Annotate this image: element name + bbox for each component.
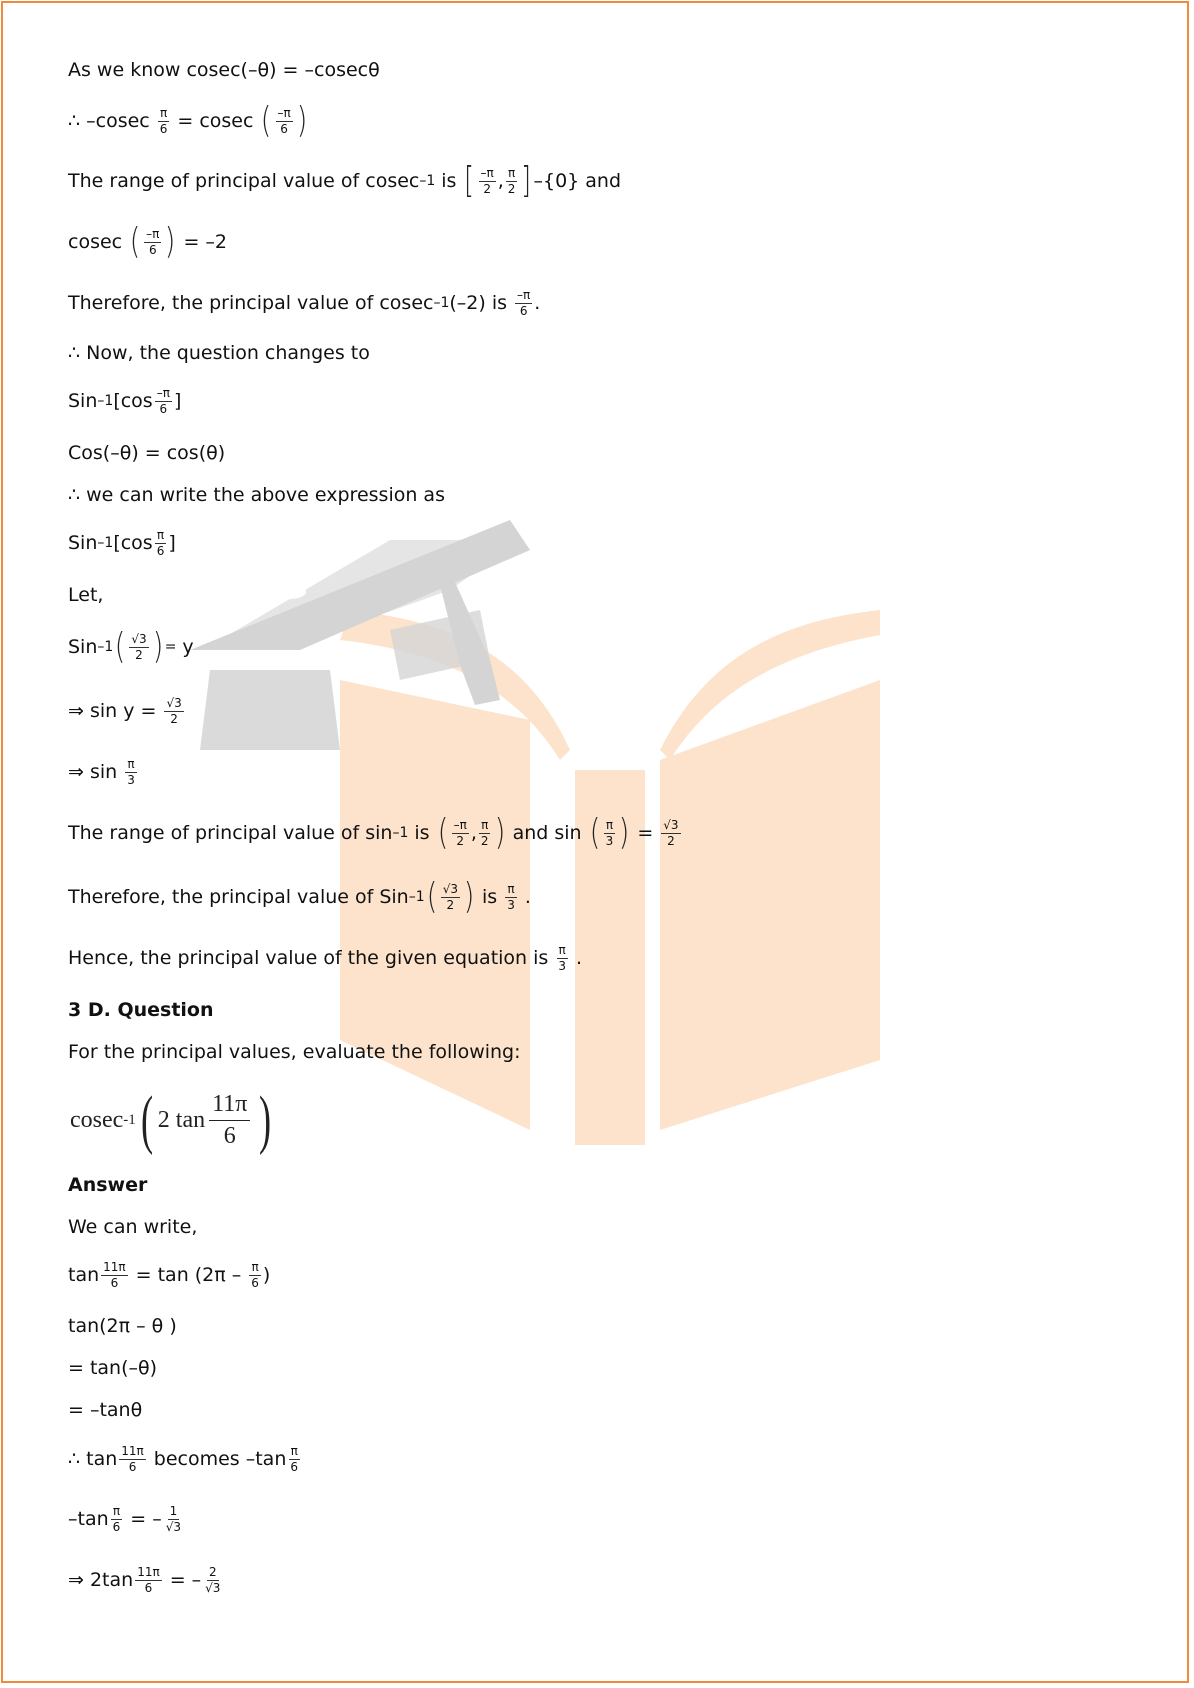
text-line: Let, (68, 584, 104, 606)
fraction: $\frac{\pi}{3}$ (605, 817, 614, 848)
math-line: Sin –1 [cos $\frac{-\pi}{6}$ ] (68, 385, 182, 416)
fraction: $\frac{-\pi}{2}$ (480, 165, 494, 196)
math-line: Sin –1 ( $\frac{√3}{2}$ ) = y (68, 625, 194, 667)
text-line: ∴ Now, the question changes to (68, 342, 370, 364)
fraction: $\frac{√3}{2}$ (131, 631, 147, 662)
fraction: $\frac{\pi}{3}$ (558, 942, 566, 973)
math-line: ⇒ sin y = $\frac{√3}{2}$ (68, 695, 182, 726)
fraction: $\frac{-\pi}{6}$ (146, 226, 160, 257)
fraction: $\frac{√3}{2}$ (663, 817, 679, 848)
answer-heading: Answer (68, 1174, 148, 1196)
fraction: $\frac{-\pi}{2}$ (453, 817, 467, 848)
text-line: As we know cosec(–θ) = –cosecθ (68, 59, 380, 81)
fraction: $\frac{11\pi}{6}$ (137, 1564, 160, 1595)
text-line: tan(2π – θ ) (68, 1315, 177, 1337)
text-line: ∴ we can write the above expression as (68, 484, 445, 506)
fraction: $\frac{\pi}{3}$ (507, 881, 515, 912)
math-line: –tan $\frac{\pi}{6}$ = – $\frac{1}{√3}$ (68, 1503, 182, 1534)
math-line: ⇒ sin $\frac{\pi}{3}$ (68, 756, 135, 787)
fraction: 11π 6 (209, 1091, 250, 1149)
math-line: cosec ( $\frac{-\pi}{6}$ ) = –2 (68, 220, 227, 262)
math-line: ∴ –cosec $\frac{\pi}{6}$ = cosec ( $\frac{-\pi}{6}$ ) (68, 99, 308, 141)
fraction: $\frac{2}{√3}$ (205, 1564, 221, 1595)
text-line: = –tanθ (68, 1399, 143, 1421)
text-line: We can write, (68, 1216, 198, 1238)
fraction: $\frac{-\pi}{6}$ (277, 105, 291, 136)
fraction: $\frac{-\pi}{6}$ (156, 385, 170, 416)
fraction: $\frac{√3}{2}$ (166, 695, 182, 726)
math-line: The range of principal value of sin –1 is ( $\frac{-\pi}{2}$ , $\frac{\pi}{2}$ ) and sin ( $\frac{\pi}{3}$ ) = $\frac{√3}{2}$ (68, 811, 679, 853)
text-line: = tan(–θ) (68, 1357, 158, 1379)
fraction: $\frac{\pi}{6}$ (156, 527, 165, 558)
fraction: $\frac{\pi}{3}$ (127, 756, 135, 787)
fraction: $\frac{\pi}{6}$ (290, 1443, 298, 1474)
fraction: $\frac{\pi}{2}$ (480, 817, 489, 848)
text-line: Cos(–θ) = cos(θ) (68, 442, 226, 464)
math-line: ⇒ 2tan $\frac{11\pi}{6}$ = – $\frac{2}{√3}$ (68, 1564, 221, 1595)
fraction: $\frac{11\pi}{6}$ (121, 1443, 144, 1474)
question-equation: cosec -1 ( 2 tan 11π 6 ) (70, 1083, 272, 1156)
math-line: The range of principal value of cosec –1 is [ $\frac{-\pi}{2}$ , $\frac{\pi}{2}$ ] –{0} and (68, 159, 622, 201)
math-line: tan $\frac{11\pi}{6}$ = tan (2π – $\frac{\pi}{6}$ ) (68, 1259, 271, 1290)
fraction: $\frac{\pi}{6}$ (159, 105, 168, 136)
math-line: Sin –1 [cos $\frac{\pi}{6}$ ] (68, 527, 176, 558)
fraction: $\frac{-\pi}{6}$ (517, 287, 531, 318)
math-line: ∴ tan $\frac{11\pi}{6}$ becomes –tan $\frac{\pi}{6}$ (68, 1443, 298, 1474)
math-line: Therefore, the principal value of cosec –1 (–2) is $\frac{-\pi}{6}$ . (68, 287, 541, 318)
text-line: For the principal values, evaluate the following: (68, 1041, 521, 1063)
fraction: $\frac{\pi}{6}$ (112, 1503, 121, 1534)
fraction: $\frac{\pi}{6}$ (251, 1259, 259, 1290)
question-heading: 3 D. Question (68, 999, 214, 1021)
fraction: $\frac{11\pi}{6}$ (103, 1259, 126, 1290)
fraction: $\frac{√3}{2}$ (442, 881, 458, 912)
math-line: Hence, the principal value of the given equation is $\frac{\pi}{3}$ . (68, 942, 582, 973)
math-line: Therefore, the principal value of Sin –1 ( $\frac{√3}{2}$ ) is $\frac{\pi}{3}$ . (68, 875, 531, 917)
fraction: $\frac{\pi}{2}$ (507, 165, 516, 196)
fraction: $\frac{1}{√3}$ (165, 1503, 182, 1534)
